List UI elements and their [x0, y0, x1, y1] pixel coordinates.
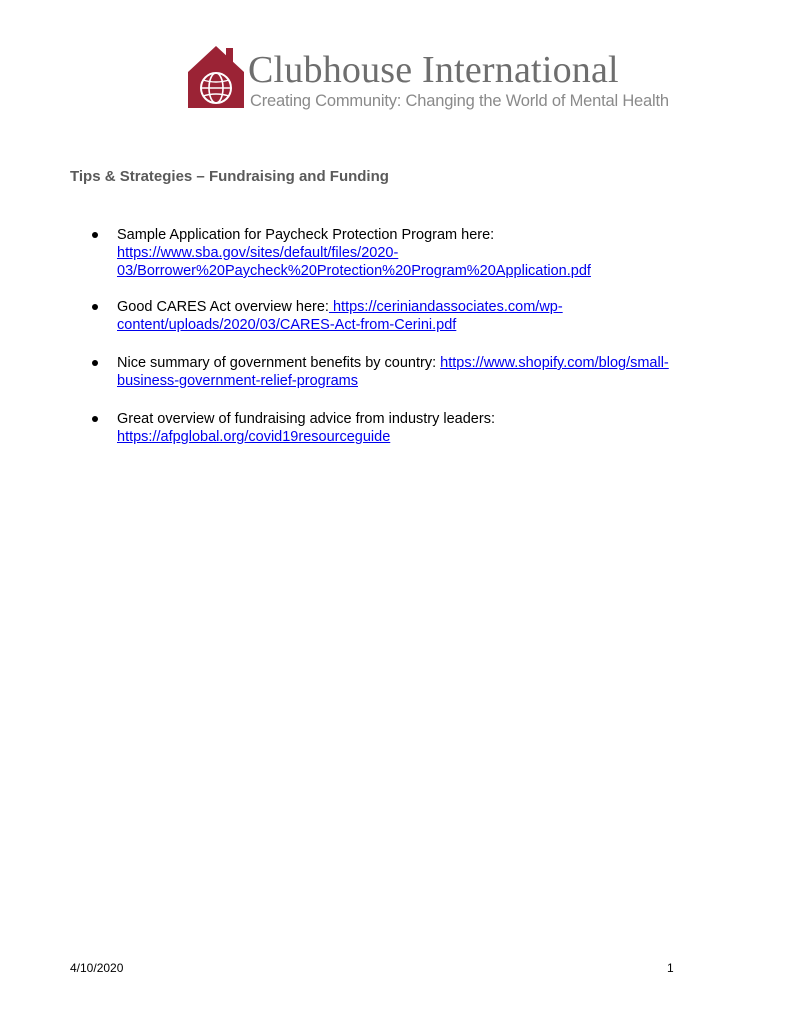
clubhouse-logo	[186, 44, 669, 116]
link-cerini-cares-act-continued[interactable]	[117, 316, 727, 334]
item-description: Sample Application for Paycheck Protection Program here:	[117, 227, 495, 243]
link-line: https://afpglobal.org/covid19resourceguide	[117, 429, 391, 445]
link-afp-covid-resource-guide[interactable]	[117, 428, 727, 446]
logo-tagline: Creating Community: Changing the World of Mental Health	[250, 92, 669, 110]
link-line: 03/Borrower%20Paycheck%20Protection%20Program%20Application.pdf	[117, 263, 591, 279]
link-line: https://www.sba.gov/sites/default/files/2020-	[117, 245, 399, 261]
bullet-icon	[92, 232, 98, 238]
bullet-icon	[92, 304, 98, 310]
link-sba-ppp-application[interactable]	[117, 244, 727, 280]
house-globe-icon	[186, 44, 246, 110]
link-shopify-relief-programs-continued[interactable]	[117, 372, 727, 390]
link-cerini-cares-act[interactable]	[329, 299, 563, 315]
bullet-icon	[92, 416, 98, 422]
item-description: Good CARES Act overview here:	[117, 299, 329, 315]
logo-title: Clubhouse International	[248, 49, 619, 91]
link-line: business-government-relief-programs	[117, 373, 358, 389]
page-number: 1	[667, 961, 674, 975]
item-description: Nice summary of government benefits by country:	[117, 355, 437, 371]
bullet-icon	[92, 360, 98, 366]
link-shopify-relief-programs[interactable]	[440, 355, 669, 371]
page-title: Tips & Strategies – Fundraising and Funding	[70, 168, 389, 185]
item-description: Great overview of fundraising advice from industry leaders:	[117, 411, 495, 427]
link-line: https://ceriniandassociates.com/wp-	[328, 299, 563, 315]
link-line: https://www.shopify.com/blog/small-	[440, 355, 669, 371]
footer-date: 4/10/2020	[70, 961, 124, 975]
link-line: content/uploads/2020/03/CARES-Act-from-Cerini.pdf	[117, 317, 457, 333]
